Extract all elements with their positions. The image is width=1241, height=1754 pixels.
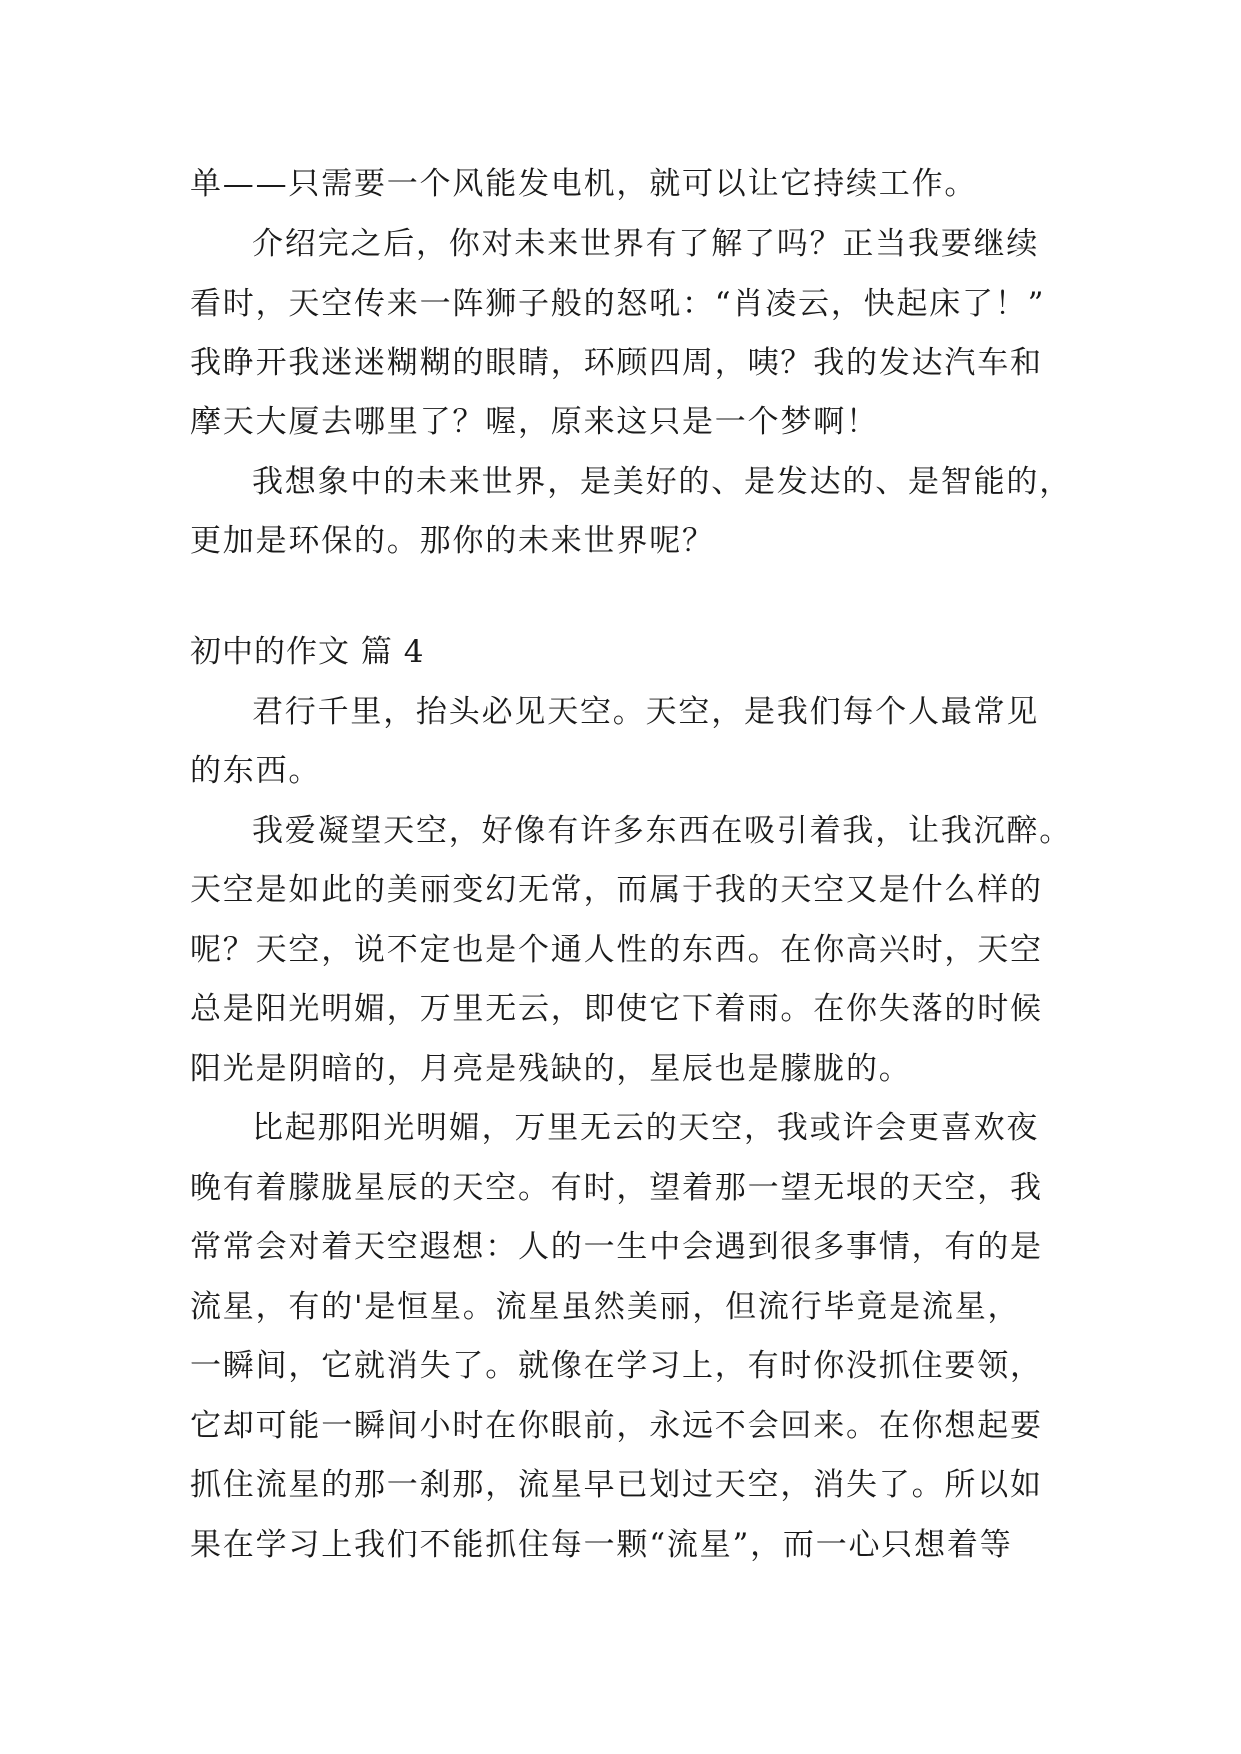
text-line: 果在学习上我们不能抓住每一颗“流星”，而一心只想着等 bbox=[190, 1527, 1013, 1563]
text-line: 摩天大厦去哪里了？喔，原来这只是一个梦啊！ bbox=[190, 404, 879, 440]
paragraph-start: 我想象中的未来世界，是美好的、是发达的、是智能的， bbox=[252, 464, 1072, 500]
text-line: 更加是环保的。那你的未来世界呢？ bbox=[190, 523, 715, 559]
text-line: 一瞬间，它就消失了。就像在学习上，有时你没抓住要领， bbox=[190, 1348, 1043, 1384]
text-line: 天空是如此的美丽变幻无常，而属于我的天空又是什么样的 bbox=[190, 872, 1043, 908]
paragraph-start: 君行千里，抬头必见天空。天空，是我们每个人最常见 bbox=[252, 694, 1040, 730]
text-line: 流星，有的'是恒星。流星虽然美丽，但流行毕竟是流星， bbox=[190, 1289, 1021, 1325]
text-line: 晚有着朦胧星辰的天空。有时，望着那一望无垠的天空，我 bbox=[190, 1170, 1043, 1206]
text-line: 总是阳光明媚，万里无云，即使它下着雨。在你失落的时候 bbox=[190, 991, 1043, 1027]
text-line: 看时，天空传来一阵狮子般的怒吼：“肖凌云，快起床了！” bbox=[190, 286, 1046, 322]
text-line: 阳光是阴暗的，月亮是残缺的，星辰也是朦胧的。 bbox=[190, 1051, 912, 1087]
text-line: 抓住流星的那一刹那，流星早已划过天空，消失了。所以如 bbox=[190, 1467, 1043, 1503]
text-line: 我睁开我迷迷糊糊的眼睛，环顾四周，咦？我的发达汽车和 bbox=[190, 345, 1043, 381]
text-line: 它却可能一瞬间小时在你眼前，永远不会回来。在你想起要 bbox=[190, 1408, 1043, 1444]
section-heading: 初中的作文 篇 4 bbox=[190, 634, 425, 670]
paragraph-start: 介绍完之后，你对未来世界有了解了吗？正当我要继续 bbox=[252, 226, 1040, 262]
paragraph-start: 比起那阳光明媚，万里无云的天空，我或许会更喜欢夜 bbox=[252, 1110, 1040, 1146]
paragraph-start: 我爱凝望天空，好像有许多东西在吸引着我，让我沉醉。 bbox=[252, 813, 1072, 849]
text-line: 常常会对着天空遐想：人的一生中会遇到很多事情，有的是 bbox=[190, 1229, 1043, 1265]
text-line: 呢？天空，说不定也是个通人性的东西。在你高兴时，天空 bbox=[190, 932, 1043, 968]
text-line: 单——只需要一个风能发电机，就可以让它持续工作。 bbox=[190, 166, 978, 202]
text-line: 的东西。 bbox=[190, 753, 322, 789]
